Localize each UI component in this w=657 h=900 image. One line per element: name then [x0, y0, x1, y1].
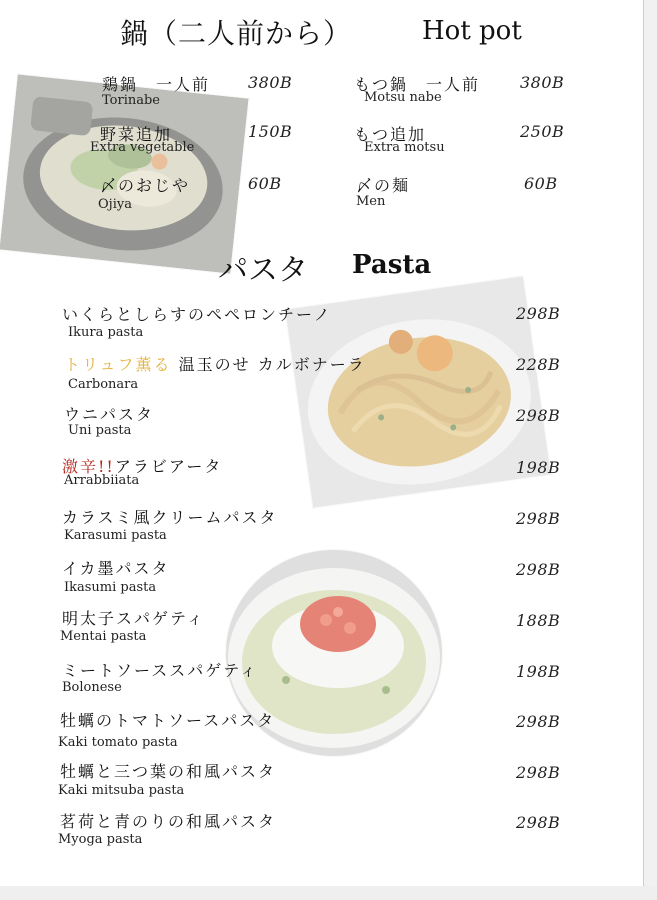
pasta-item-en: Kaki mitsuba pasta: [58, 783, 185, 798]
hotpot-title-en: Hot pot: [422, 16, 522, 46]
pasta-item-name: 明太子スパゲティ: [62, 609, 205, 628]
pasta-item-price: 228B: [516, 355, 561, 374]
pasta-item-price: 298B: [516, 763, 561, 782]
pasta-item-en: Carbonara: [68, 377, 139, 392]
pasta-item-en: Karasumi pasta: [64, 528, 167, 543]
pasta-item-price: 298B: [516, 560, 561, 579]
hotpot-item-en: Extra motsu: [364, 140, 445, 155]
hotpot-item-en: Torinabe: [102, 93, 160, 108]
pasta-item-name: ウニパスタ: [64, 405, 155, 424]
hotpot-item-price: 380B: [520, 73, 565, 92]
hotpot-item-name: 〆のおじや: [100, 176, 191, 195]
hotpot-item-price: 60B: [248, 174, 282, 193]
pasta-item-en: Ikura pasta: [68, 325, 144, 340]
pasta-item-en: Myoga pasta: [58, 832, 143, 847]
hotpot-item-price: 250B: [520, 122, 565, 141]
pasta-item-price: 298B: [516, 813, 561, 832]
pasta-item-price: 298B: [516, 406, 561, 425]
pasta-item-name: 牡蠣と三つ葉の和風パスタ: [60, 762, 277, 781]
pasta-title-jp: パスタ: [218, 253, 308, 288]
pasta-item-en: Arrabbiiata: [64, 473, 140, 488]
pasta-item-price: 198B: [516, 458, 561, 477]
hotpot-item-name: もつ追加: [354, 125, 427, 144]
pasta-title-en: Pasta: [352, 250, 432, 280]
truffle-label: トリュフ薫る: [64, 355, 172, 374]
viewer-bottom-bar: [0, 886, 657, 900]
pasta-item-name: [64, 352, 366, 375]
pasta-item-price: 298B: [516, 304, 561, 323]
pasta-item-name: ミートソーススパゲティ: [62, 661, 258, 680]
pasta-item-name: カラスミ風クリームパスタ: [62, 508, 278, 527]
hotpot-title-jp: 鍋（二人前から）: [120, 17, 353, 50]
pasta-item-price: 198B: [516, 662, 561, 681]
hotpot-item-price: 380B: [248, 73, 293, 92]
extra-spicy-label: 激辛!!: [62, 457, 115, 476]
pasta-item-price: 188B: [516, 611, 561, 630]
pasta-item-en: Mentai pasta: [60, 629, 147, 644]
hotpot-item-name: もつ鍋 一人前: [354, 75, 481, 94]
pasta-item-en: Kaki tomato pasta: [58, 735, 178, 750]
arrabbiata-label: アラビアータ: [114, 457, 223, 476]
pasta-item-price: 298B: [516, 509, 561, 528]
hotpot-item-en: Men: [356, 194, 386, 209]
pasta-item-en: Ikasumi pasta: [64, 580, 157, 595]
hotpot-item-name: 野菜追加: [100, 125, 173, 144]
hotpot-item-en: Ojiya: [98, 197, 132, 212]
pasta-item-name: 牡蠣のトマトソースパスタ: [60, 711, 276, 730]
pasta-item-name: 茗荷と青のりの和風パスタ: [60, 812, 277, 831]
carbonara-label: 温玉のせ カルボナーラ: [178, 355, 366, 374]
pasta-item-en: Uni pasta: [68, 423, 132, 438]
hotpot-item-en: Extra vegetable: [90, 140, 195, 155]
pasta-item-price: 298B: [516, 712, 561, 731]
hotpot-item-name: 〆の麺: [356, 176, 411, 195]
hotpot-item-price: 150B: [248, 122, 293, 141]
hotpot-item-price: 60B: [524, 174, 558, 193]
hotpot-item-name: 鶏鍋 一人前: [102, 75, 211, 94]
pasta-item-name: イカ墨パスタ: [62, 559, 170, 578]
pasta-item-name: いくらとしらすのペペロンチーノ: [62, 305, 332, 324]
hotpot-item-en: Motsu nabe: [364, 90, 442, 105]
viewer-gutter: [644, 0, 657, 900]
pasta-item-en: Bolonese: [62, 680, 122, 695]
